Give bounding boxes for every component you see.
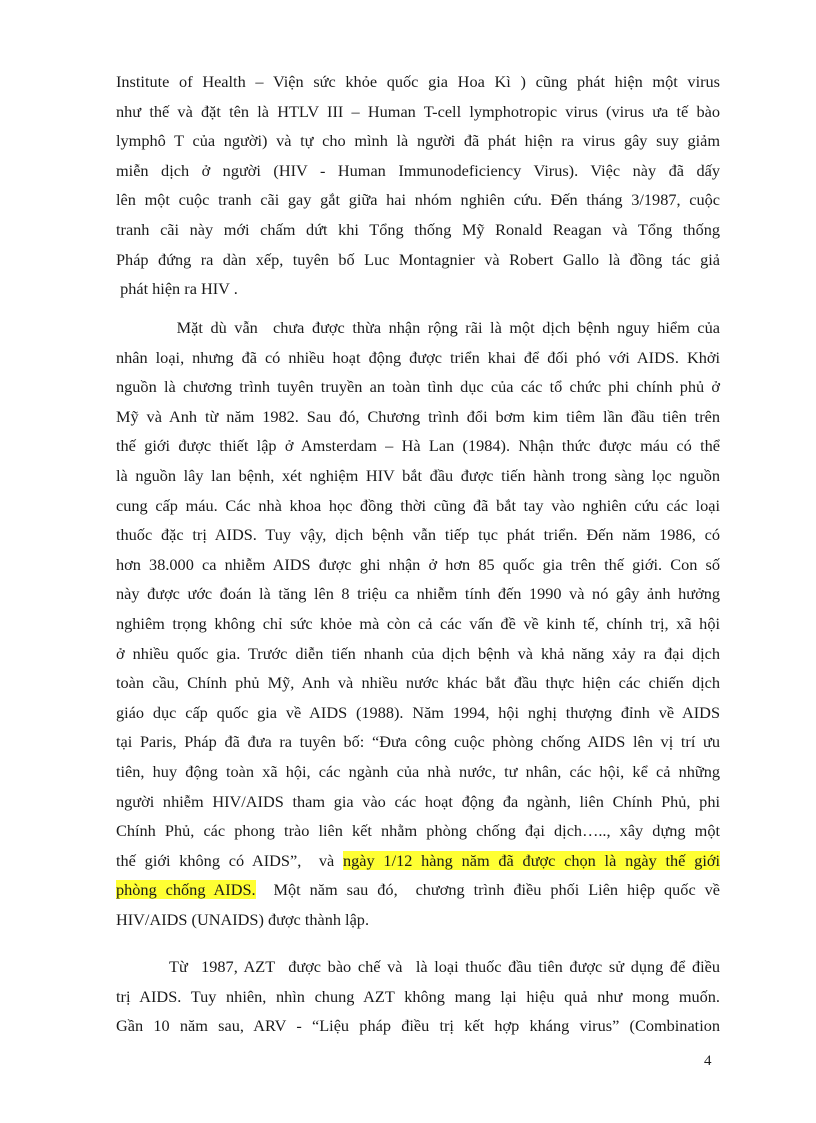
text-line: phát hiện ra HIV . — [116, 279, 238, 299]
text-line-with-highlight — [116, 846, 720, 876]
text-line: giáo dục cấp quốc gia về AIDS (1988). Năm 1994, hội nghị thượng đỉnh về AIDS — [116, 702, 720, 722]
text-line: Gần 10 năm sau, ARV - “Liệu pháp điều trị kết hợp kháng virus” (Combination — [116, 1016, 720, 1036]
paragraph-3 — [116, 952, 720, 1041]
plain-text: Một năm sau đó, chương trình điều phối Liên hiệp quốc về — [255, 880, 721, 900]
text-line: trị AIDS. Tuy nhiên, nhìn chung AZT không mang lại hiệu quả như mong muốn. — [116, 986, 720, 1006]
text-line: cung cấp máu. Các nhà khoa học đồng thời cũng đã bắt tay vào nghiên cứu các loại — [116, 495, 720, 515]
text-line: hơn 38.000 ca nhiễm AIDS được ghi nhận ở hơn 85 quốc gia trên thế giới. Con số — [116, 554, 720, 574]
plain-text: thế giới không có AIDS”, và — [116, 850, 343, 870]
highlighted-text: phòng chống AIDS. — [116, 880, 256, 900]
text-line-with-highlight — [116, 875, 720, 905]
text-line: thuốc đặc trị AIDS. Tuy vậy, dịch bệnh vẫn tiếp tục phát triển. Đến năm 1986, có — [116, 525, 720, 545]
text-line: Mặt dù vẫn chưa được thừa nhận rộng rãi là một dịch bệnh nguy hiểm của — [116, 318, 720, 337]
paragraph-2 — [116, 313, 720, 934]
text-line: lymphô T của người) và tự cho mình là người đã phát hiện ra virus gây suy giảm — [116, 131, 720, 151]
text-line: là nguồn lây lan bệnh, xét nghiệm HIV bắt đầu được tiến hành trong sàng lọc nguồn — [116, 465, 720, 485]
text-line: Pháp đứng ra dàn xếp, tuyên bố Luc Montagnier và Robert Gallo là đồng tác giả — [116, 249, 720, 269]
text-line: thế giới được thiết lập ở Amsterdam – Hà Lan (1984). Nhận thức được máu có thể — [116, 436, 720, 456]
page-number: 4 — [704, 1053, 712, 1069]
text-line: nguồn là chương trình tuyên truyền an toàn tình dục của các tổ chức phi chính phủ ở — [116, 377, 720, 397]
text-line: nhân loại, nhưng đã có nhiều hoạt động được triển khai để đối phó với AIDS. Khởi — [116, 347, 720, 367]
text-line: HIV/AIDS (UNAIDS) được thành lập. — [116, 909, 370, 929]
text-line: như thế và đặt tên là HTLV III – Human T-cell lymphotropic virus (virus ưa tế bào — [116, 101, 720, 121]
paragraph-1 — [116, 67, 720, 304]
text-line: tiên, huy động toàn xã hội, các ngành của nhà nước, tư nhân, các hội, kể cả những — [116, 761, 720, 781]
text-line: tại Paris, Pháp đã đưa ra tuyên bố: “Đưa công cuộc phòng chống AIDS lên vị trí ưu — [116, 732, 720, 752]
text-line: nghiêm trọng không chỉ sức khỏe mà còn cả các vấn đề về kinh tế, chính trị, xã hội — [116, 613, 720, 633]
text-line: người nhiễm HIV/AIDS tham gia vào các hoạt động đa ngành, liên Chính Phủ, phi — [116, 791, 720, 811]
text-line: lên một cuộc tranh cãi gay gắt giữa hai nhóm nghiên cứu. Đến tháng 3/1987, cuộc — [116, 190, 720, 210]
text-line: Chính Phủ, các phong trào liên kết nhằm phòng chống đại dịch….., xây dựng một — [116, 821, 720, 841]
text-line: Institute of Health – Viện sức khỏe quốc gia Hoa Kì ) cũng phát hiện một virus — [116, 72, 720, 91]
text-line: tranh cãi này mới chấm dứt khi Tổng thống Mỹ Ronald Reagan và Tổng thống — [116, 219, 720, 239]
text-line: Từ 1987, AZT được bào chế và là loại thuốc đầu tiên được sử dụng để điều — [116, 957, 720, 976]
text-line: này được ước đoán là tăng lên 8 triệu ca nhiễm tính đến 1990 và nó gây ảnh hưởng — [116, 584, 720, 604]
text-line: Mỹ và Anh từ năm 1982. Sau đó, Chương trình đổi bơm kim tiêm lần đầu tiên trên — [116, 406, 720, 426]
text-line: toàn cầu, Chính phủ Mỹ, Anh và nhiều nước khác bắt đầu thực hiện các chiến dịch — [116, 673, 720, 693]
text-line: ở nhiều quốc gia. Trước diễn tiến nhanh của dịch bệnh và khả năng xảy ra đại dịch — [116, 643, 720, 663]
text-line: miễn dịch ở người (HIV - Human Immunodeficiency Virus). Việc này đã dấy — [116, 160, 720, 180]
highlighted-text: ngày 1/12 hàng năm đã được chọn là ngày thế giới — [343, 850, 720, 870]
